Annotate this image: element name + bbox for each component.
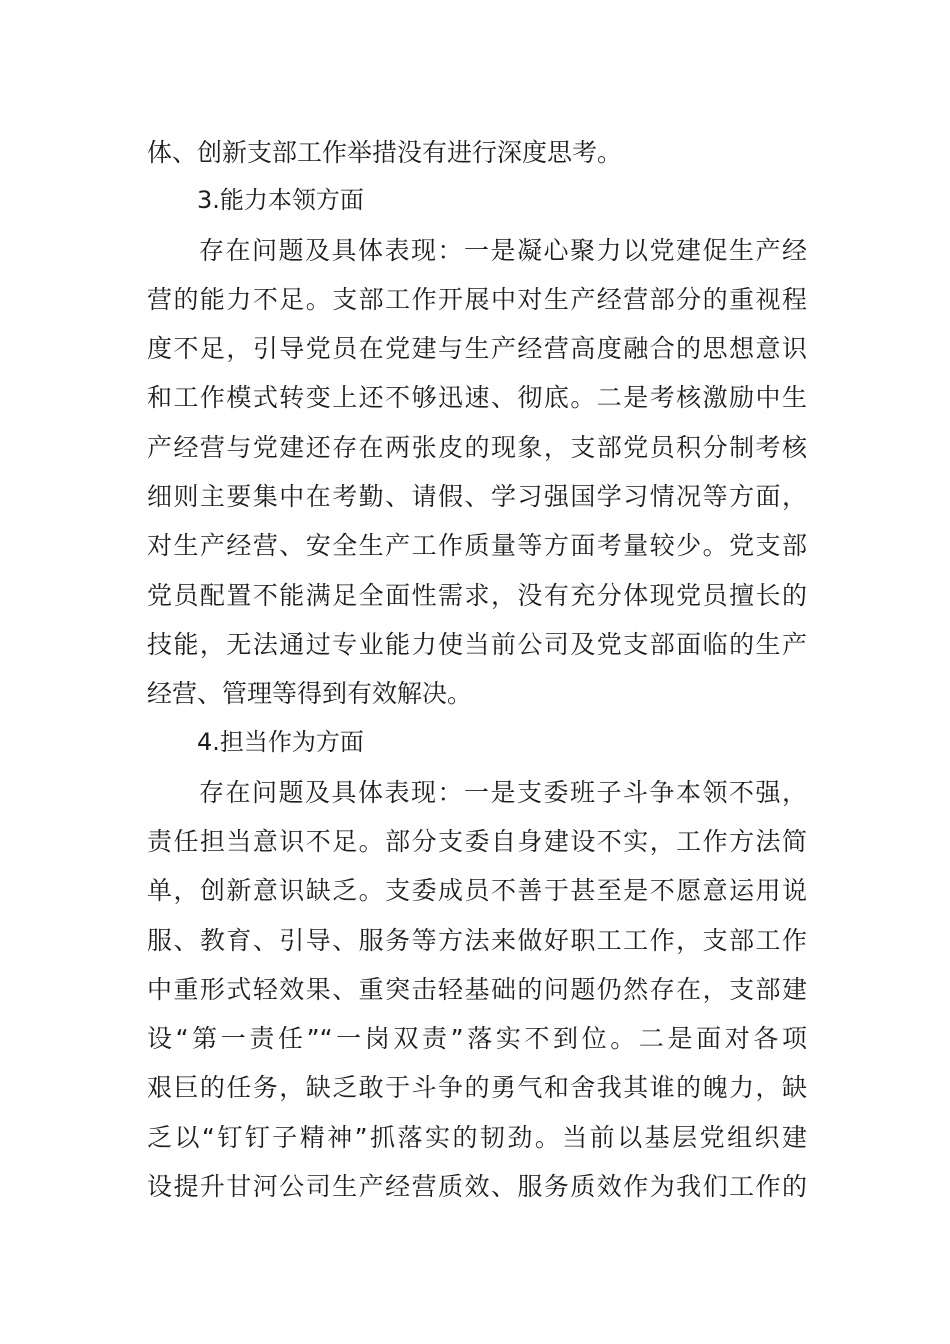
paragraph-line: 责任担当意识不足。部分支委自身建设不实，工作方法简 (147, 827, 807, 856)
paragraph-line: 艰巨的任务，缺乏敢于斗争的勇气和舍我其谁的魄力，缺 (147, 1073, 807, 1102)
paragraph-line: 党员配置不能满足全面性需求，没有充分体现党员擅长的 (147, 581, 807, 610)
paragraph-line: 度不足，引导党员在党建与生产经营高度融合的思想意识 (147, 334, 807, 363)
paragraph-line: 服、教育、引导、服务等方法来做好职工工作，支部工作 (147, 926, 807, 955)
paragraph-line: 产经营与党建还存在两张皮的现象，支部党员积分制考核 (147, 433, 807, 462)
paragraph-line: 细则主要集中在考勤、请假、学习强国学习情况等方面， (147, 482, 807, 511)
paragraph-line: 体、创新支部工作举措没有进行深度思考。 (147, 138, 623, 167)
paragraph-line: 设“第一责任”“一岗双责”落实不到位。二是面对各项 (147, 1024, 807, 1053)
paragraph-line: 中重形式轻效果、重突击轻基础的问题仍然存在，支部建 (147, 975, 807, 1004)
paragraph-line: 存在问题及具体表现：一是凝心聚力以党建促生产经 (199, 236, 807, 265)
paragraph-line: 技能，无法通过专业能力使当前公司及党支部面临的生产 (147, 630, 807, 659)
paragraph-line: 经营、管理等得到有效解决。 (147, 679, 473, 708)
section-heading-3: 3.能力本领方面 (197, 186, 364, 214)
paragraph-line: 存在问题及具体表现：一是支委班子斗争本领不强， (199, 778, 807, 807)
paragraph-line: 和工作模式转变上还不够迅速、彻底。二是考核激励中生 (147, 383, 807, 412)
section-heading-4: 4.担当作为方面 (197, 728, 364, 756)
paragraph-line: 对生产经营、安全生产工作质量等方面考量较少。党支部 (147, 531, 807, 560)
paragraph-line: 设提升甘河公司生产经营质效、服务质效作为我们工作的 (147, 1172, 807, 1201)
paragraph-line: 营的能力不足。支部工作开展中对生产经营部分的重视程 (147, 285, 807, 314)
paragraph-line: 乏以“钉钉子精神”抓落实的韧劲。当前以基层党组织建 (147, 1123, 807, 1152)
paragraph-line: 单，创新意识缺乏。支委成员不善于甚至是不愿意运用说 (147, 876, 807, 905)
